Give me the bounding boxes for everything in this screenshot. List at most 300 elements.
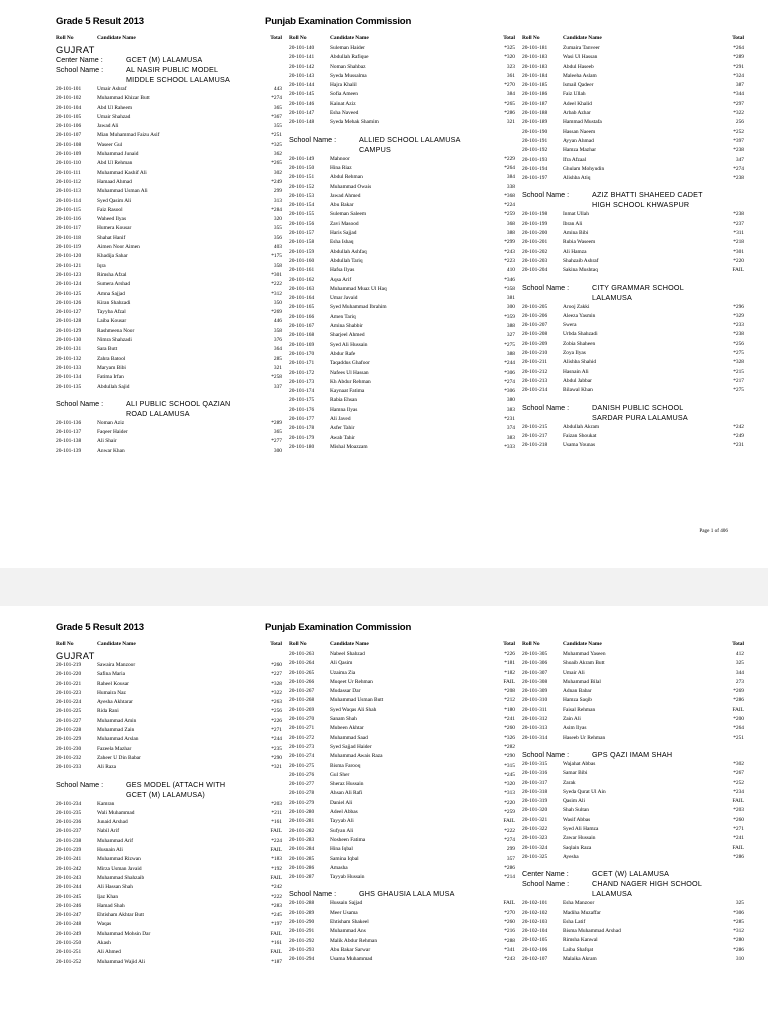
total-marks: *270 — [504, 82, 515, 89]
total-marks: 325 — [735, 900, 744, 907]
roll-number: 20-102-103 — [522, 918, 548, 925]
table-row — [56, 364, 282, 373]
table-row — [522, 368, 744, 377]
table-row — [56, 122, 282, 131]
roll-number: 20-101-173 — [289, 378, 315, 385]
roll-number: 20-101-158 — [289, 239, 315, 246]
total-marks: 361 — [506, 72, 515, 79]
total-marks: *290 — [504, 753, 515, 760]
total-marks: 327 — [506, 332, 515, 339]
total-marks: *222 — [271, 893, 282, 900]
candidate-name: Noman Aziz — [97, 419, 125, 426]
total-marks: FAIL — [503, 818, 515, 825]
total-marks: *245 — [271, 912, 282, 919]
table-row — [56, 930, 282, 939]
roll-number: 20-101-168 — [289, 332, 315, 339]
roll-number: 20-101-197 — [522, 175, 548, 182]
table-row — [289, 396, 515, 405]
roll-number: 20-101-205 — [522, 303, 548, 310]
roll-number: 20-101-218 — [522, 442, 548, 449]
candidate-name: Humaira Naz — [97, 689, 126, 696]
roll-number: 20-101-154 — [289, 202, 315, 209]
roll-number: 20-101-228 — [56, 727, 82, 734]
table-row — [289, 118, 515, 127]
total-marks: 300 — [506, 304, 515, 311]
total-marks: 355 — [273, 123, 282, 130]
roll-number: 20-101-211 — [522, 359, 547, 366]
candidate-name: Hammad Mustafa — [563, 119, 602, 126]
candidate-name: Arooj Zakki — [563, 303, 590, 310]
roll-number: 20-101-274 — [289, 753, 315, 760]
center-name — [522, 869, 744, 879]
roll-number: 20-101-175 — [289, 397, 315, 404]
candidate-name: Zarak — [563, 779, 576, 786]
candidate-name: Syed Muhammad Ibrahim — [330, 304, 387, 311]
candidate-name: Noman Shahbaz — [330, 63, 366, 70]
roll-number: 20-101-268 — [289, 697, 315, 704]
table-row — [289, 313, 515, 322]
table-row — [522, 72, 744, 81]
total-marks: *320 — [504, 54, 515, 61]
total-marks: 358 — [273, 262, 282, 269]
roll-number: 20-101-249 — [56, 930, 82, 937]
table-row — [289, 696, 515, 705]
total-marks: 364 — [273, 346, 282, 353]
total-marks: 321 — [273, 364, 282, 371]
roll-number: 20-101-176 — [289, 406, 315, 413]
total-marks: FAIL — [732, 267, 744, 274]
table-row — [56, 224, 282, 233]
candidate-name: Faiz Ullah — [563, 91, 586, 98]
table-row — [56, 355, 282, 364]
candidate-name: Syed Ali Hussain — [330, 341, 368, 348]
roll-number: 20-101-104 — [56, 104, 82, 111]
total-marks: *265 — [271, 160, 282, 167]
candidate-name: Rida Rani — [97, 708, 119, 715]
table-row — [56, 717, 282, 726]
roll-number: 20-101-190 — [522, 128, 548, 135]
total-marks: 299 — [506, 846, 515, 853]
total-marks: 337 — [273, 383, 282, 390]
table-row — [522, 90, 744, 99]
table-row — [56, 920, 282, 929]
table-row — [56, 428, 282, 437]
candidate-name: Hafsa Ilyas — [330, 267, 355, 274]
roll-number: 20-101-137 — [56, 429, 82, 436]
roll-number: 20-101-319 — [522, 798, 548, 805]
table-row — [522, 687, 744, 696]
roll-number: 20-101-245 — [56, 893, 82, 900]
table-row — [522, 955, 744, 964]
candidate-name: Sumera Arshad — [97, 281, 131, 288]
table-row — [56, 837, 282, 846]
table-row — [289, 341, 515, 350]
table-row — [289, 220, 515, 229]
table-row — [56, 141, 282, 150]
candidate-name: Hasnain Ali — [563, 368, 589, 375]
roll-number: 20-101-193 — [522, 156, 548, 163]
table-row — [289, 827, 515, 836]
table-row — [522, 936, 744, 945]
table-row — [289, 248, 515, 257]
candidate-name: Nabil Arif — [97, 828, 120, 835]
total-marks: *161 — [271, 819, 282, 826]
total-marks: *238 — [733, 211, 744, 218]
total-marks: *226 — [504, 651, 515, 657]
school-label: School Name : — [522, 879, 570, 889]
roll-number: 20-101-244 — [56, 884, 82, 891]
total-marks: 412 — [735, 651, 744, 657]
total-marks: 365 — [273, 429, 282, 436]
candidate-name: Kainat Aziz — [330, 100, 356, 107]
roll-number: 20-101-270 — [289, 716, 315, 723]
candidate-name: Maryam Bibi — [97, 364, 126, 371]
roll-number: 20-101-187 — [522, 100, 548, 107]
total-marks: *269 — [733, 688, 744, 695]
section-gap — [289, 882, 515, 889]
table-row — [289, 909, 515, 918]
total-marks: *306 — [733, 909, 744, 916]
table-row — [522, 156, 744, 165]
total-marks: 350 — [273, 299, 282, 306]
table-row — [289, 715, 515, 724]
table-row — [289, 808, 515, 817]
roll-number: 20-101-128 — [56, 318, 82, 325]
table-row — [56, 893, 282, 902]
candidate-name: Haris Sajjad — [330, 230, 357, 237]
candidate-name: Syed Qasim Ali — [97, 197, 132, 204]
total-marks: *217 — [733, 377, 744, 384]
table-row — [56, 698, 282, 707]
table-row — [56, 85, 282, 94]
district-name: GUJRAT — [56, 650, 95, 661]
total-marks: *215 — [733, 368, 744, 375]
total-marks: *252 — [733, 128, 744, 135]
school-label: School Name : — [289, 889, 337, 899]
table-row — [56, 150, 282, 159]
total-marks: 321 — [506, 119, 515, 126]
school-value-cont: HIGH SCHOOL KHWASPUR — [592, 200, 690, 210]
table-row — [56, 215, 282, 224]
roll-no-header: Roll No — [56, 35, 74, 41]
table-row — [522, 844, 744, 853]
total-marks: *280 — [733, 937, 744, 944]
table-row — [289, 276, 515, 285]
total-marks: *260 — [733, 816, 744, 823]
roll-number: 20-101-147 — [289, 110, 315, 117]
total-marks: *249 — [271, 178, 282, 185]
roll-number: 20-101-320 — [522, 807, 548, 814]
school-name-line2 — [522, 293, 744, 303]
candidate-name: Nimra Shahzadi — [97, 337, 132, 344]
candidate-name: Ali Qasim — [330, 660, 353, 667]
roll-number: 20-101-165 — [289, 304, 315, 311]
candidate-name: Ayesha — [563, 853, 579, 860]
table-row — [289, 734, 515, 743]
table-row — [522, 909, 744, 918]
table-row — [289, 743, 515, 752]
candidate-name: Umair Ashraf — [97, 86, 127, 92]
school-label: School Name : — [56, 779, 104, 789]
total-marks: FAIL — [270, 930, 282, 937]
table-row — [56, 383, 282, 392]
candidate-name: Ali Raza — [97, 764, 117, 771]
roll-number: 20-101-271 — [289, 725, 315, 732]
center-value: GCET (W) LALAMUSA — [592, 869, 670, 879]
total-marks: *286 — [733, 697, 744, 704]
candidate-name: Muhammad Ans — [330, 928, 366, 935]
table-row — [289, 350, 515, 359]
total-marks: 383 — [506, 434, 515, 441]
candidate-name: Ali Hamza — [563, 248, 587, 255]
total-marks: *297 — [733, 100, 744, 107]
report-title: Grade 5 Result 2013 — [56, 622, 144, 633]
roll-number: 20-101-129 — [56, 327, 82, 334]
table-row — [56, 707, 282, 716]
roll-number: 20-101-134 — [56, 374, 82, 381]
roll-number: 20-101-174 — [289, 388, 315, 395]
table-row — [522, 174, 744, 183]
roll-number: 20-101-308 — [522, 678, 548, 685]
candidate-name: Abdullah Rafique — [330, 54, 369, 61]
candidate-name: Gul Sher — [330, 771, 350, 778]
total-marks: *241 — [504, 716, 515, 723]
total-marks: *208 — [504, 688, 515, 695]
roll-no-header: Roll No — [522, 35, 540, 41]
roll-number: 20-101-235 — [56, 809, 82, 816]
total-header: Total — [732, 641, 744, 647]
table-row — [56, 754, 282, 763]
roll-number: 20-101-224 — [56, 699, 82, 706]
candidate-name: Esha Naveed — [330, 110, 359, 117]
candidate-name-header: Candidate Name — [97, 35, 136, 41]
roll-number: 20-101-155 — [289, 211, 315, 218]
total-marks: *329 — [733, 312, 744, 319]
total-marks: *313 — [504, 790, 515, 797]
roll-number: 20-101-178 — [289, 425, 315, 432]
candidate-name: Rabia Ehsan — [330, 397, 358, 404]
candidate-name: Abdur Rafe — [330, 350, 356, 357]
roll-number: 20-101-294 — [289, 956, 315, 963]
table-row — [522, 81, 744, 90]
table-row — [289, 669, 515, 678]
candidate-name: Ehtisham Akhtar Butt — [97, 912, 145, 919]
total-marks: 347 — [735, 156, 744, 163]
roll-number: 20-101-213 — [522, 377, 548, 384]
roll-number: 20-101-237 — [56, 828, 82, 835]
school-value-cont: SARDAR PURA LALAMUSA — [592, 412, 688, 422]
total-marks: *302 — [733, 760, 744, 767]
total-header: Total — [732, 35, 744, 41]
roll-number: 20-101-230 — [56, 745, 82, 752]
candidate-name: Anwar Khan — [97, 447, 125, 454]
candidate-name: Ahsan Ali Rafi — [330, 790, 363, 797]
total-marks: 443 — [273, 86, 282, 92]
candidate-name: Syed Waqas Ali Shah — [330, 706, 377, 713]
candidate-name: Wajahat Abbas — [563, 760, 596, 767]
candidate-name: Muhammad Saad — [330, 734, 368, 741]
total-marks: 388 — [506, 230, 515, 237]
table-row — [522, 238, 744, 247]
candidate-name: Zain Ali — [563, 716, 581, 723]
candidate-name: Umar Javaid — [330, 295, 358, 302]
table-row — [56, 327, 282, 336]
total-marks: *203 — [271, 800, 282, 807]
table-row — [56, 670, 282, 679]
school-value: AL NASIR PUBLIC MODEL — [126, 65, 219, 74]
table-row — [56, 763, 282, 772]
candidate-name: Nosheen Fatima — [330, 836, 366, 843]
roll-number: 20-102-107 — [522, 956, 548, 963]
candidate-name: Ayyan Ahmad — [563, 137, 594, 144]
table-row — [522, 918, 744, 927]
table-row — [289, 752, 515, 761]
school-name — [522, 879, 744, 889]
total-marks: *203 — [733, 807, 744, 814]
school-label: School Name : — [522, 402, 570, 412]
table-row — [289, 109, 515, 118]
roll-number: 20-101-201 — [522, 239, 548, 246]
roll-number: 20-101-163 — [289, 285, 315, 292]
roll-number: 20-101-109 — [56, 151, 82, 158]
candidate-name: Husnain Ali — [97, 847, 123, 854]
table-row — [522, 349, 744, 358]
total-marks: *312 — [271, 290, 282, 297]
total-header: Total — [503, 35, 515, 41]
candidate-name: Sakina Mushtaq — [563, 267, 598, 274]
school-name — [56, 399, 282, 409]
roll-number: 20-101-166 — [289, 313, 315, 320]
total-marks: *231 — [733, 442, 744, 449]
roll-number: 20-101-113 — [56, 188, 81, 195]
roll-number: 20-101-106 — [56, 123, 82, 130]
candidate-name: Safina Maria — [97, 671, 125, 678]
roll-number: 20-101-311 — [522, 706, 547, 713]
total-marks: *214 — [504, 874, 515, 881]
section-gap — [522, 743, 744, 750]
roll-number: 20-101-275 — [289, 762, 315, 769]
roll-number: 20-101-203 — [522, 257, 548, 264]
table-row — [522, 779, 744, 788]
total-marks: *346 — [504, 276, 515, 283]
candidate-name: Meer Usama — [330, 909, 358, 916]
report-title: Grade 5 Result 2013 — [56, 16, 144, 27]
roll-number: 20-101-199 — [522, 220, 548, 227]
roll-number: 20-101-189 — [522, 119, 548, 126]
table-row — [289, 81, 515, 90]
school-value: DANISH PUBLIC SCHOOL — [592, 402, 684, 412]
roll-number: 20-101-232 — [56, 754, 82, 761]
total-marks: *271 — [733, 826, 744, 833]
total-marks: 357 — [506, 855, 515, 862]
result-column — [289, 44, 515, 452]
section-gap — [56, 392, 282, 399]
total-marks: *290 — [271, 754, 282, 761]
table-row — [289, 424, 515, 433]
total-marks: 362 — [273, 151, 282, 158]
roll-number: 20-101-281 — [289, 818, 315, 825]
table-row — [522, 257, 744, 266]
roll-number: 20-101-265 — [289, 669, 315, 676]
candidate-name: Rimsha Afzal — [97, 271, 127, 278]
total-marks: *283 — [271, 902, 282, 909]
candidate-name: Wasif Abbas — [563, 816, 591, 823]
table-row — [56, 661, 282, 670]
roll-number: 20-101-282 — [289, 827, 315, 834]
roll-number: 20-101-246 — [56, 902, 82, 909]
roll-number: 20-101-112 — [56, 178, 81, 185]
total-marks: *264 — [733, 725, 744, 732]
total-header: Total — [270, 35, 282, 41]
total-marks: *285 — [733, 918, 744, 925]
candidate-name: Iqra — [97, 262, 106, 269]
table-row — [522, 927, 744, 936]
roll-number: 20-102-102 — [522, 909, 548, 916]
candidate-name: Muhammad Arif — [97, 837, 134, 844]
candidate-name-header: Candidate Name — [563, 35, 602, 41]
candidate-name: Syeda Qurat Ul Ain — [563, 788, 606, 795]
roll-number: 20-101-324 — [522, 844, 548, 851]
candidate-name: Muhammad Rizwan — [97, 856, 141, 863]
total-marks: *325 — [271, 141, 282, 148]
candidate-name: Amasha — [330, 864, 348, 871]
candidate-name: Humera Kousar — [97, 225, 132, 232]
candidate-name: Haseeb Ur Rehman — [563, 734, 606, 741]
table-row — [522, 669, 744, 678]
candidate-name: Zobia Shaheen — [563, 340, 596, 347]
table-row — [56, 271, 282, 280]
table-row — [56, 169, 282, 178]
roll-number: 20-101-204 — [522, 267, 548, 274]
table-row — [522, 816, 744, 825]
roll-number: 20-101-264 — [289, 660, 315, 667]
total-marks: *367 — [271, 113, 282, 120]
candidate-name: Hamza Mazhar — [563, 147, 597, 154]
roll-number: 20-101-239 — [56, 847, 82, 854]
roll-number: 20-101-144 — [289, 82, 315, 89]
roll-number: 20-101-293 — [289, 946, 315, 953]
candidate-name: Saqlain Raza — [563, 844, 592, 851]
candidate-name: Urbda Shahzadi — [563, 331, 598, 338]
roll-no-header: Roll No — [289, 35, 307, 41]
candidate-name: Mahnoor — [330, 155, 350, 162]
total-marks: *274 — [504, 378, 515, 385]
table-row — [289, 937, 515, 946]
candidate-name: Abdullah Tariq — [330, 257, 363, 264]
roll-number: 20-101-102 — [56, 95, 82, 102]
roll-number: 20-101-186 — [522, 91, 548, 98]
table-row — [522, 432, 744, 441]
table-row — [289, 201, 515, 210]
table-row — [56, 280, 282, 289]
candidate-name: Faqeer Haider — [97, 429, 128, 436]
candidate-name: Samar Bibi — [563, 770, 588, 777]
candidate-name: Muqeet Ur Rehman — [330, 678, 373, 685]
roll-number: 20-101-289 — [289, 909, 315, 916]
candidate-name: Sufyan Ali — [330, 827, 354, 834]
table-row — [56, 131, 282, 140]
column-header — [56, 35, 282, 44]
roll-number: 20-101-141 — [289, 54, 315, 61]
candidate-name: Taqaddus Ghafoor — [330, 360, 370, 367]
table-row — [56, 883, 282, 892]
roll-number: 20-101-183 — [522, 63, 548, 70]
roll-number: 20-101-124 — [56, 281, 82, 288]
school-label: School Name : — [522, 282, 570, 292]
table-row — [56, 948, 282, 957]
table-row — [289, 303, 515, 312]
roll-number: 20-101-180 — [289, 443, 315, 450]
